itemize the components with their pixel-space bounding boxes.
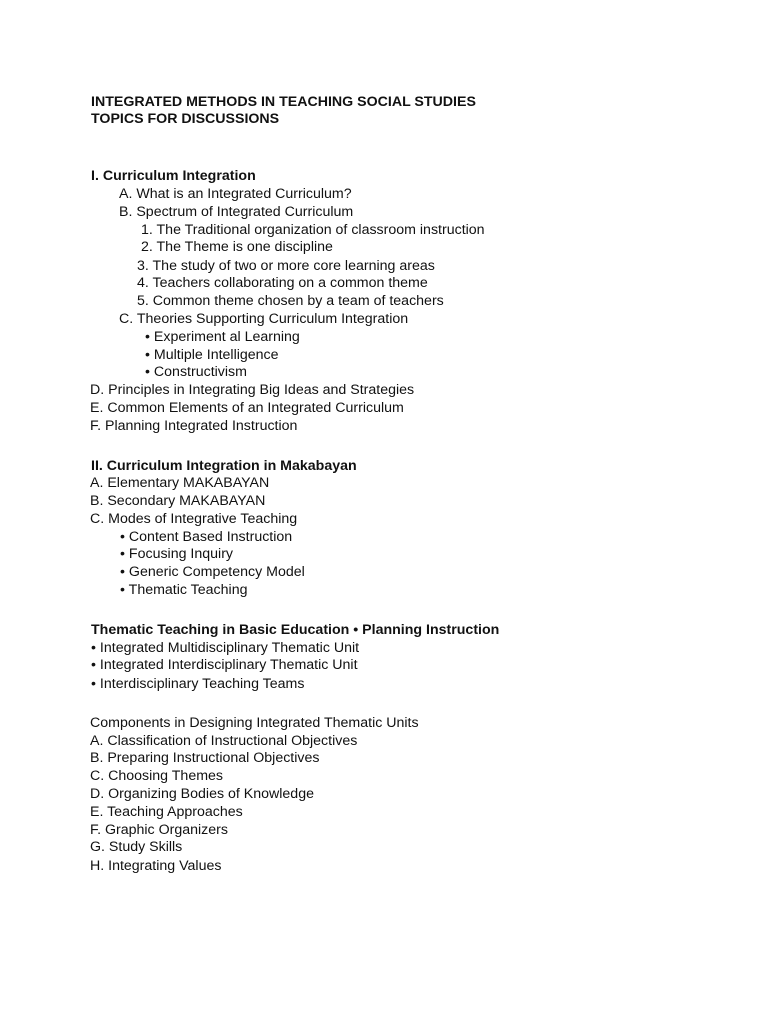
- bullet-icon: •: [91, 657, 96, 673]
- bullet-icon: •: [120, 564, 125, 580]
- list-item: [120, 546, 233, 563]
- list-item-label: Experiment al Learning: [153, 329, 300, 345]
- section-1-item-f: F. Planning Integrated Instruction: [90, 418, 298, 434]
- list-item: A. Classification of Instructional Objectives: [90, 733, 358, 749]
- bullet-icon: •: [145, 364, 150, 380]
- section-1-item-b5: 5. Common theme chosen by a team of teachers: [137, 293, 444, 309]
- section-2-item-a: A. Elementary MAKABAYAN: [90, 475, 270, 491]
- list-item: [91, 657, 358, 674]
- section-2-item-b: B. Secondary MAKABAYAN: [90, 493, 266, 509]
- bullet-icon: •: [120, 546, 125, 562]
- list-item: [145, 347, 279, 364]
- section-3-heading: Thematic Teaching in Basic Education • Planning Instruction: [91, 622, 500, 638]
- section-1-item-b4: 4. Teachers collaborating on a common theme: [137, 275, 428, 291]
- list-item: H. Integrating Values: [90, 858, 222, 874]
- section-1-item-d: D. Principles in Integrating Big Ideas and Strategies: [90, 382, 415, 398]
- list-item: G. Study Skills: [90, 839, 183, 855]
- section-2-heading: II. Curriculum Integration in Makabayan: [91, 458, 357, 474]
- bullet-icon: •: [120, 529, 125, 545]
- bullet-icon: •: [145, 347, 150, 363]
- section-4-heading: Components in Designing Integrated Thematic Units: [90, 715, 419, 731]
- bullet-icon: •: [91, 676, 96, 692]
- section-1-item-b1: 1. The Traditional organization of classroom instruction: [141, 222, 485, 238]
- list-item-label: Content Based Instruction: [128, 529, 293, 545]
- list-item: F. Graphic Organizers: [90, 822, 228, 838]
- list-item: [120, 529, 292, 546]
- list-item-label: Thematic Teaching: [128, 582, 248, 598]
- bullet-icon: •: [91, 640, 96, 656]
- section-1-item-e: E. Common Elements of an Integrated Curriculum: [90, 400, 404, 416]
- section-1-item-b2: 2. The Theme is one discipline: [141, 239, 333, 255]
- section-1-heading: I. Curriculum Integration: [91, 168, 256, 184]
- list-item-label: Integrated Interdisciplinary Thematic Unit: [99, 657, 358, 673]
- list-item: B. Preparing Instructional Objectives: [90, 750, 320, 766]
- bullet-icon: •: [145, 329, 150, 345]
- list-item: [91, 676, 304, 693]
- section-2-item-c: C. Modes of Integrative Teaching: [90, 511, 298, 527]
- list-item-label: Constructivism: [153, 364, 247, 380]
- list-item: E. Teaching Approaches: [90, 804, 243, 820]
- list-item: [145, 329, 300, 346]
- section-1-item-b: B. Spectrum of Integrated Curriculum: [119, 204, 354, 220]
- document-title-line-1: INTEGRATED METHODS IN TEACHING SOCIAL STUDIES: [91, 94, 476, 110]
- section-1-item-c: C. Theories Supporting Curriculum Integration: [119, 311, 409, 327]
- list-item: D. Organizing Bodies of Knowledge: [90, 786, 314, 802]
- list-item-label: Interdisciplinary Teaching Teams: [99, 676, 305, 692]
- list-item: [120, 582, 247, 599]
- section-1-item-b3: 3. The study of two or more core learning areas: [137, 258, 435, 274]
- list-item: [145, 364, 247, 381]
- list-item-label: Generic Competency Model: [128, 564, 305, 580]
- list-item: [91, 640, 359, 657]
- list-item-label: Focusing Inquiry: [128, 546, 234, 562]
- bullet-icon: •: [120, 582, 125, 598]
- list-item-label: Multiple Intelligence: [153, 347, 279, 363]
- list-item: [120, 564, 305, 581]
- document-title-line-2: TOPICS FOR DISCUSSIONS: [91, 111, 280, 127]
- list-item-label: Integrated Multidisciplinary Thematic Unit: [99, 640, 360, 656]
- section-1-item-a: A. What is an Integrated Curriculum?: [119, 186, 352, 202]
- list-item: C. Choosing Themes: [90, 768, 224, 784]
